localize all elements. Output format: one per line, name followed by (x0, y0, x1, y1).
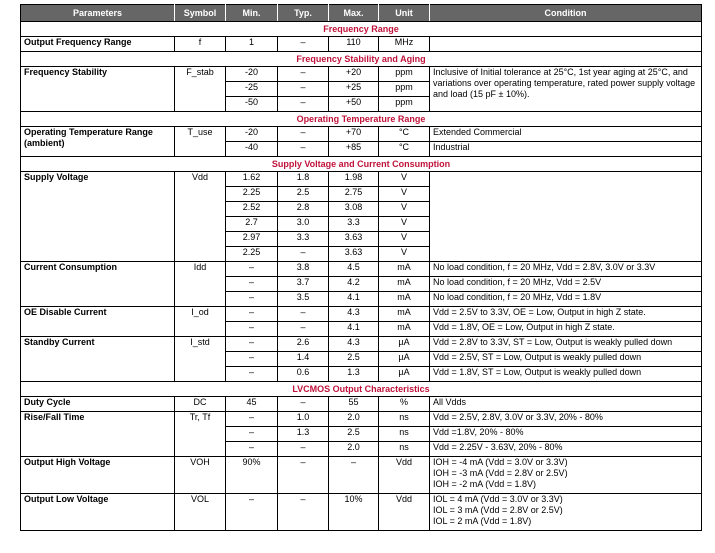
max-value: 4.3 (329, 337, 379, 352)
unit: V (379, 187, 430, 202)
header-min: Min. (226, 5, 278, 22)
section-title: LVCMOS Output Characteristics (21, 382, 702, 397)
table-row (21, 67, 702, 82)
min-value: 2.25 (226, 187, 278, 202)
symbol: Tr, Tf (175, 412, 226, 457)
typ-value: 2.8 (278, 202, 329, 217)
unit: µA (379, 352, 430, 367)
symbol: Idd (175, 262, 226, 307)
typ-value: – (278, 442, 329, 457)
min-value: -25 (226, 82, 278, 97)
typ-value: – (278, 97, 329, 112)
condition-line: IOL = 4 mA (Vdd = 3.0V or 3.3V) (433, 494, 563, 504)
unit: Vdd (379, 457, 430, 494)
parameter-name: Frequency Stability (21, 67, 175, 112)
max-value: +85 (329, 142, 379, 157)
min-value: – (226, 322, 278, 337)
unit: ppm (379, 82, 430, 97)
parameter-name: Output High Voltage (21, 457, 175, 494)
unit: V (379, 202, 430, 217)
condition: Vdd = 2.5V, 2.8V, 3.0V or 3.3V, 20% - 80% (430, 412, 702, 427)
max-value: 3.08 (329, 202, 379, 217)
max-value: 10% (329, 494, 379, 531)
condition (430, 337, 702, 352)
condition: No load condition, f = 20 MHz, Vdd = 1.8V (430, 292, 702, 307)
typ-value: 3.0 (278, 217, 329, 232)
condition: No load condition, f = 20 MHz, Vdd = 2.5V (430, 277, 702, 292)
typ-value: 3.8 (278, 262, 329, 277)
max-value: 3.63 (329, 247, 379, 262)
typ-value: – (278, 397, 329, 412)
min-value: -40 (226, 142, 278, 157)
min-value: 1.62 (226, 172, 278, 187)
table-row (21, 37, 702, 52)
parameter-name: Rise/Fall Time (21, 412, 175, 457)
max-value: 110 (329, 37, 379, 52)
parameter-name: Output Low Voltage (21, 494, 175, 531)
typ-value: – (278, 82, 329, 97)
min-value: -20 (226, 67, 278, 82)
table-row (21, 307, 702, 322)
max-value: 4.3 (329, 307, 379, 322)
condition-line: IOH = -3 mA (Vdd = 2.8V or 2.5V) (433, 468, 568, 478)
table-row (21, 337, 702, 352)
header-condition: Condition (430, 5, 702, 22)
typ-value: – (278, 494, 329, 531)
symbol: DC (175, 397, 226, 412)
typ-value: 3.5 (278, 292, 329, 307)
section-row (21, 157, 702, 172)
table-row (21, 127, 702, 142)
table-row (21, 262, 702, 277)
parameter-name: Current Consumption (21, 262, 175, 307)
header-parameters: Parameters (21, 5, 175, 22)
parameter-name: Operating Temperature Range (ambient) (21, 127, 175, 157)
max-value: 1.98 (329, 172, 379, 187)
header-typ: Typ. (278, 5, 329, 22)
typ-value: 0.6 (278, 367, 329, 382)
condition (430, 494, 702, 531)
symbol: f (175, 37, 226, 52)
max-value: 2.5 (329, 427, 379, 442)
condition: All Vdds (430, 397, 702, 412)
section-title: Supply Voltage and Current Consumption (21, 157, 702, 172)
unit: ns (379, 442, 430, 457)
symbol: Vdd (175, 172, 226, 262)
min-value: 1 (226, 37, 278, 52)
condition-line: IOL = 3 mA (Vdd = 2.8V or 2.5V) (433, 505, 563, 515)
min-value: – (226, 307, 278, 322)
typ-value: – (278, 307, 329, 322)
section-row (21, 22, 702, 37)
typ-value: 2.5 (278, 187, 329, 202)
condition: No load condition, f = 20 MHz, Vdd = 2.8V, 3.0V or 3.3V (430, 262, 702, 277)
unit: mA (379, 277, 430, 292)
typ-value: – (278, 127, 329, 142)
section-title: Operating Temperature Range (21, 112, 702, 127)
min-value: – (226, 337, 278, 352)
max-value: 4.1 (329, 292, 379, 307)
condition: Vdd = 2.5V to 3.3V, OE = Low, Output in high Z state. (430, 307, 702, 322)
min-value: 2.25 (226, 247, 278, 262)
symbol: I_od (175, 307, 226, 337)
typ-value: – (278, 37, 329, 52)
unit: mA (379, 322, 430, 337)
symbol: I_std (175, 337, 226, 382)
unit: mA (379, 307, 430, 322)
standby-pin-label: $\overline{ST}$ (481, 367, 494, 377)
symbol: F_stab (175, 67, 226, 112)
parameter-name: Duty Cycle (21, 397, 175, 412)
condition-text: Vdd = 2.8V to 3.3V, (433, 337, 513, 347)
header-unit: Unit (379, 5, 430, 22)
unit: MHz (379, 37, 430, 52)
symbol: VOL (175, 494, 226, 531)
table-row (21, 494, 702, 531)
condition: Vdd = 1.8V, OE = Low, Output in high Z state. (430, 322, 702, 337)
max-value: +50 (329, 97, 379, 112)
min-value: – (226, 427, 278, 442)
condition: Extended Commercial (430, 127, 702, 142)
section-row (21, 112, 702, 127)
unit: ppm (379, 67, 430, 82)
min-value: 2.7 (226, 217, 278, 232)
parameter-name: Supply Voltage (21, 172, 175, 262)
header-row (21, 5, 702, 22)
min-value: – (226, 277, 278, 292)
min-value: 2.97 (226, 232, 278, 247)
min-value: – (226, 292, 278, 307)
min-value: – (226, 262, 278, 277)
max-value: 2.0 (329, 412, 379, 427)
symbol: T_use (175, 127, 226, 157)
condition: Vdd = 2.25V - 3.63V, 20% - 80% (430, 442, 702, 457)
max-value: 1.3 (329, 367, 379, 382)
condition (430, 352, 702, 367)
table-row (21, 397, 702, 412)
unit: µA (379, 367, 430, 382)
typ-value: 3.3 (278, 232, 329, 247)
typ-value: 1.4 (278, 352, 329, 367)
min-value: – (226, 494, 278, 531)
typ-value: – (278, 457, 329, 494)
min-value: -20 (226, 127, 278, 142)
min-value: -50 (226, 97, 278, 112)
unit: V (379, 247, 430, 262)
typ-value: 3.7 (278, 277, 329, 292)
condition-text: = Low, Output is weakly pulled down (524, 337, 673, 347)
table-row (21, 457, 702, 494)
parameter-name: Output Frequency Range (21, 37, 175, 52)
standby-pin-label: $\overline{ST}$ (512, 337, 525, 347)
max-value: 55 (329, 397, 379, 412)
unit: mA (379, 262, 430, 277)
max-value: 3.3 (329, 217, 379, 232)
max-value: 4.1 (329, 322, 379, 337)
parameter-name: OE Disable Current (21, 307, 175, 337)
unit: µA (379, 337, 430, 352)
max-value: – (329, 457, 379, 494)
standby-pin-label: $\overline{ST}$ (481, 352, 494, 362)
condition-text: Vdd = 1.8V, (433, 367, 482, 377)
condition-text: = Low, Output is weakly pulled down (493, 352, 642, 362)
condition-text: Vdd = 2.5V, (433, 352, 482, 362)
min-value: – (226, 442, 278, 457)
header-symbol: Symbol (175, 5, 226, 22)
unit: V (379, 172, 430, 187)
min-value: – (226, 367, 278, 382)
min-value: – (226, 412, 278, 427)
max-value: 3.63 (329, 232, 379, 247)
max-value: 2.0 (329, 442, 379, 457)
typ-value: – (278, 247, 329, 262)
unit: % (379, 397, 430, 412)
table-row (21, 172, 702, 187)
typ-value: 1.3 (278, 427, 329, 442)
max-value: 2.75 (329, 187, 379, 202)
condition: Vdd =1.8V, 20% - 80% (430, 427, 702, 442)
condition: Industrial (430, 142, 702, 157)
typ-value: 1.8 (278, 172, 329, 187)
min-value: 45 (226, 397, 278, 412)
header-max: Max. (329, 5, 379, 22)
parameter-name: Standby Current (21, 337, 175, 382)
section-title: Frequency Range (21, 22, 702, 37)
condition (430, 367, 702, 382)
unit: °C (379, 127, 430, 142)
typ-value: – (278, 322, 329, 337)
condition-line: IOH = -4 mA (Vdd = 3.0V or 3.3V) (433, 457, 568, 467)
unit: ns (379, 427, 430, 442)
unit: Vdd (379, 494, 430, 531)
typ-value: 2.6 (278, 337, 329, 352)
condition-text: = Low, Output is weakly pulled down (493, 367, 642, 377)
condition: Inclusive of Initial tolerance at 25°C, 1st year aging at 25°C, and variations over operating temperature, rated power supply voltage and load (15 pF ± 10%). (430, 67, 702, 112)
min-value: – (226, 352, 278, 367)
section-title: Frequency Stability and Aging (21, 52, 702, 67)
symbol: VOH (175, 457, 226, 494)
condition-line: IOL = 2 mA (Vdd = 1.8V) (433, 516, 532, 526)
max-value: +20 (329, 67, 379, 82)
unit: ns (379, 412, 430, 427)
min-value: 90% (226, 457, 278, 494)
condition (430, 457, 702, 494)
unit: V (379, 232, 430, 247)
unit: ppm (379, 97, 430, 112)
unit: V (379, 217, 430, 232)
max-value: +25 (329, 82, 379, 97)
condition (430, 37, 702, 52)
typ-value: – (278, 142, 329, 157)
unit: mA (379, 292, 430, 307)
section-row (21, 382, 702, 397)
min-value: 2.52 (226, 202, 278, 217)
typ-value: 1.0 (278, 412, 329, 427)
max-value: +70 (329, 127, 379, 142)
section-row (21, 52, 702, 67)
max-value: 2.5 (329, 352, 379, 367)
unit: °C (379, 142, 430, 157)
condition-line: IOH = -2 mA (Vdd = 1.8V) (433, 479, 537, 489)
max-value: 4.2 (329, 277, 379, 292)
typ-value: – (278, 67, 329, 82)
electrical-characteristics-table (20, 4, 702, 531)
condition (430, 172, 702, 262)
table-row (21, 412, 702, 427)
max-value: 4.5 (329, 262, 379, 277)
